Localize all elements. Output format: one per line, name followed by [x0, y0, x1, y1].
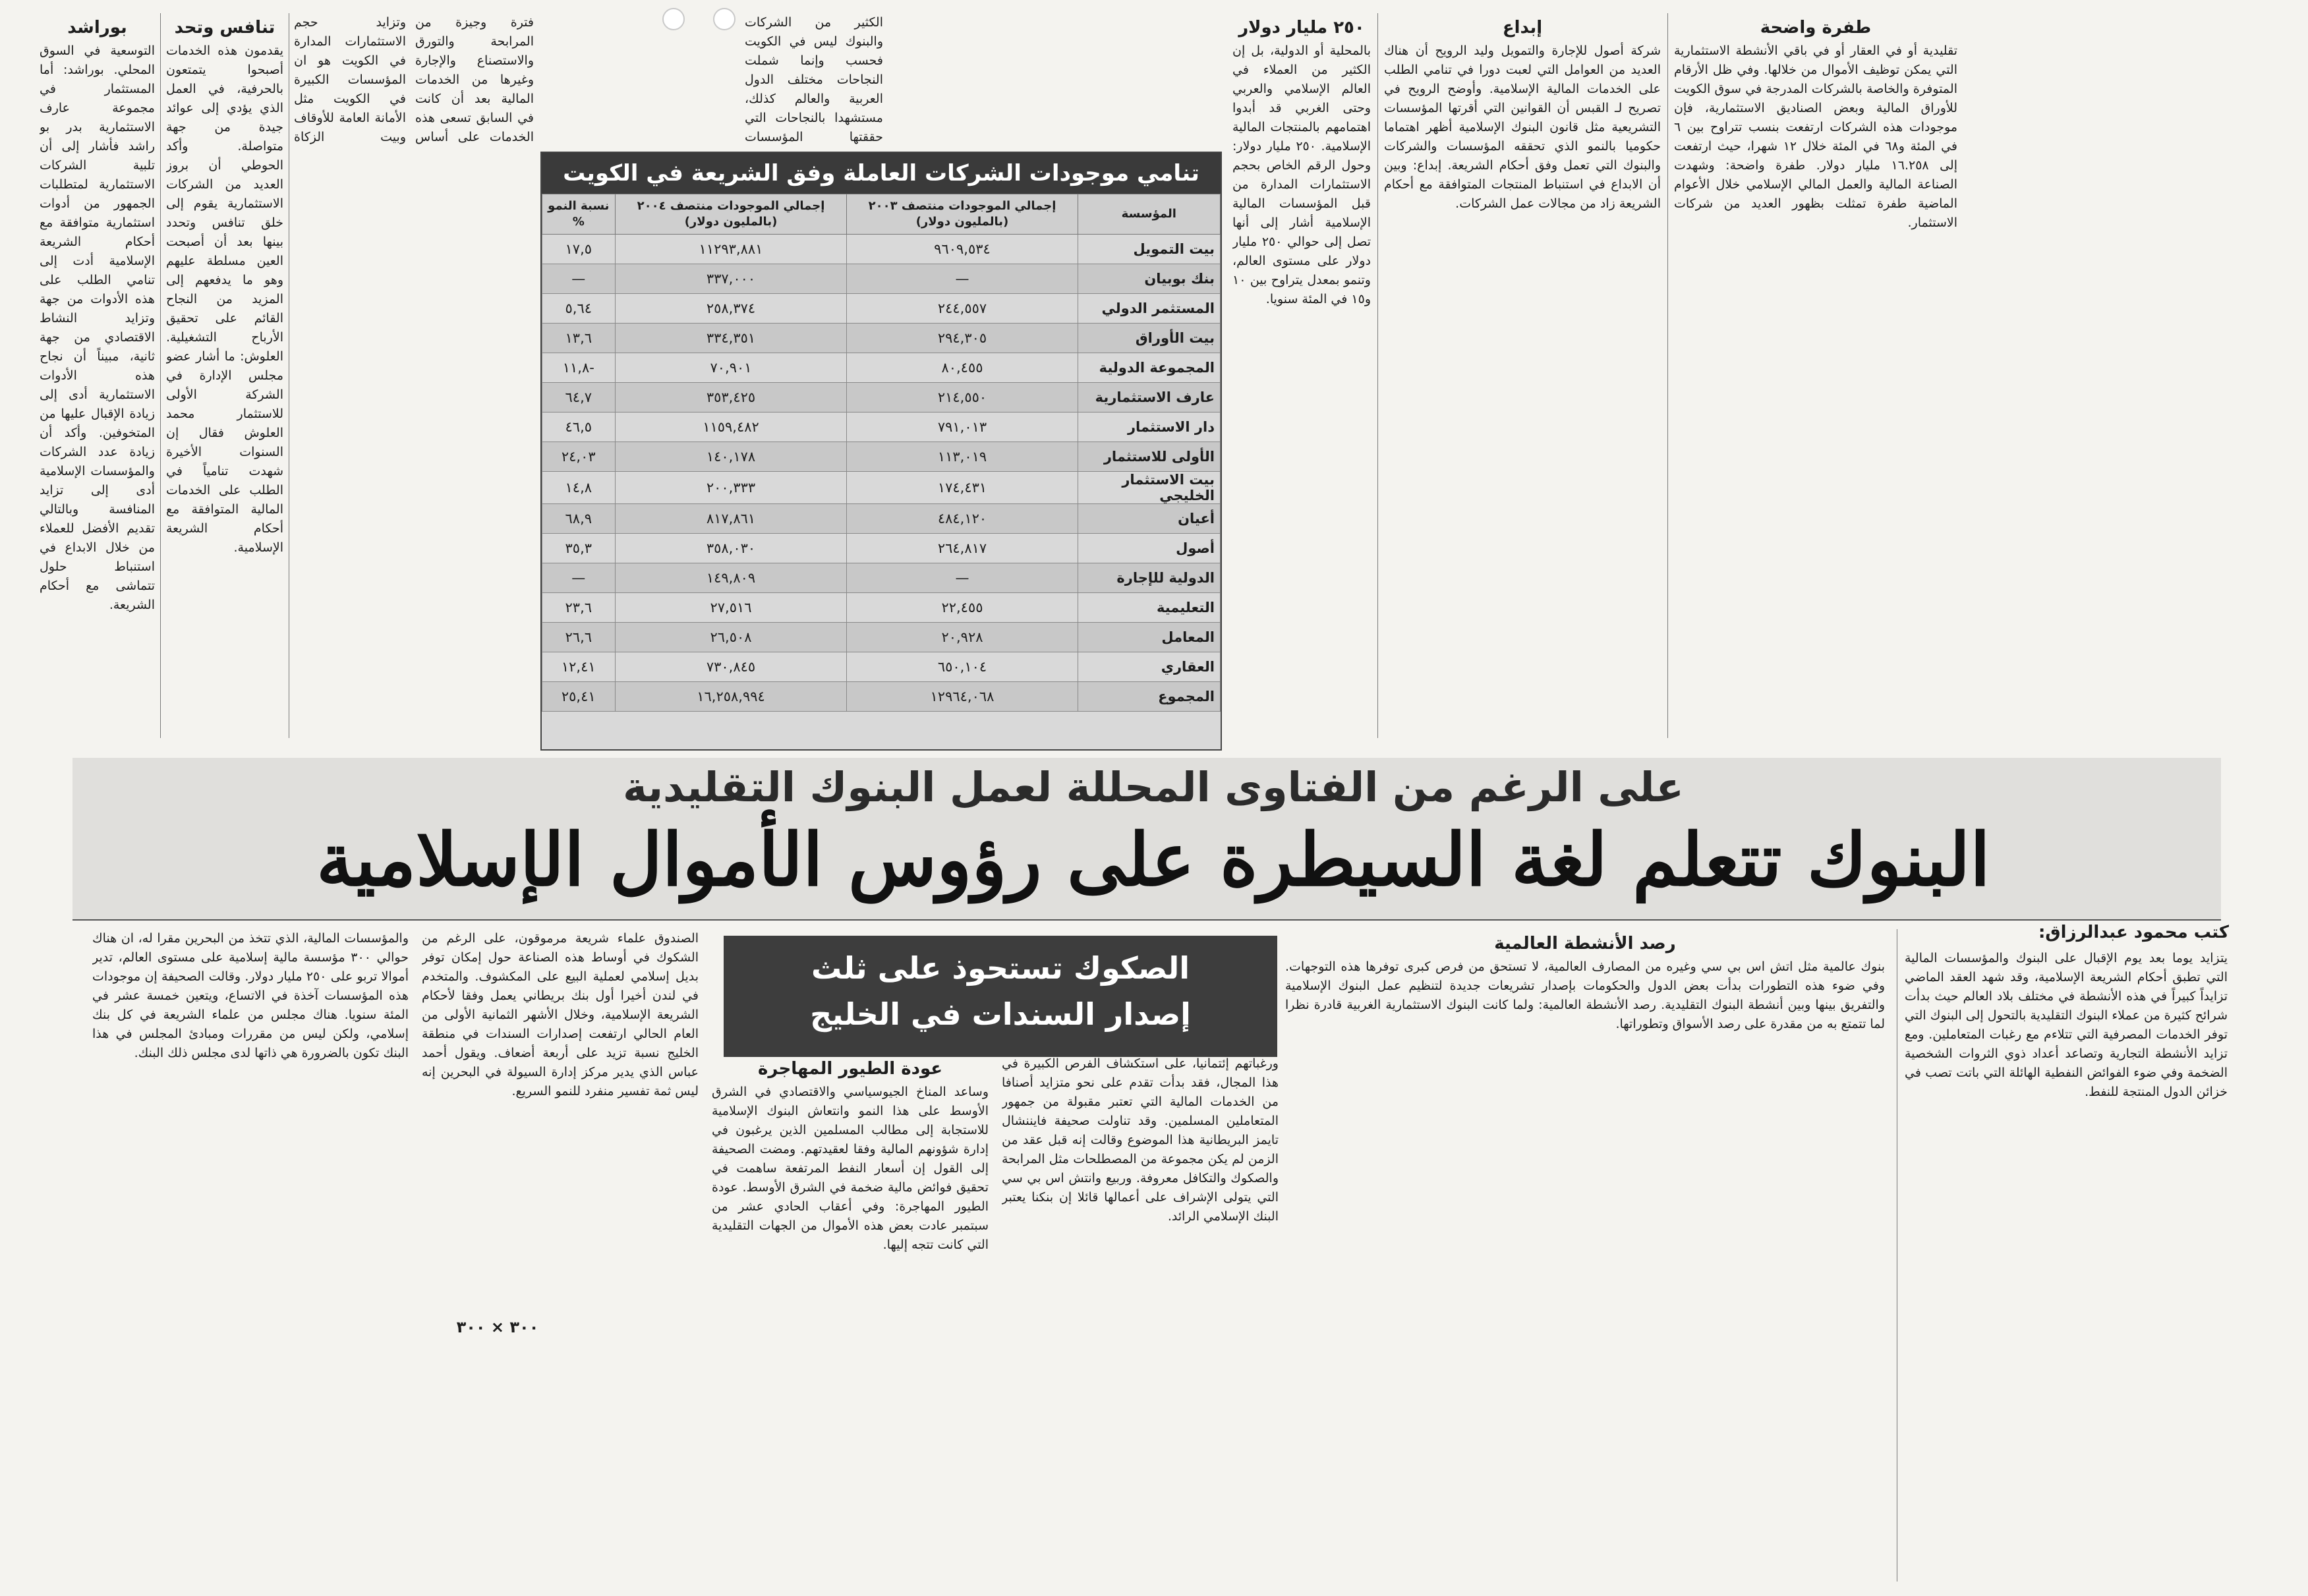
value-cell: ٢٤٤,٥٥٧ [847, 294, 1078, 324]
value-cell: ١١٣,٠١٩ [847, 442, 1078, 472]
table-row [542, 383, 1221, 413]
value-cell: — [542, 563, 616, 593]
company-name-cell: المعامل [1078, 623, 1220, 652]
column-text: بالمحلية أو الدولية، بل إن الكثير من العملاء في العالم الإسلامي والعربي وحتى الغربي قد أبدوا اهتمامهم بالمنتجات المالية الإسلامية. ٢٥٠ مليار دولار: وحول الرقم الخاص بحجم الاستثمارات المدارة من قبل المؤسسات المالية الإسلامية أشار إلى أنها تصل إلى حوالي ٢٥٠ مليار دولار على مستوى العالم، وتنمو بمعدل يتراوح بين ١٠ و١٥ في المئة سنويا. [1232, 43, 1371, 306]
value-cell: ١٧,٥ [542, 235, 616, 264]
article-column [1384, 13, 1661, 738]
value-cell: ٤٨٤,١٢٠ [847, 504, 1078, 534]
column-rule [160, 13, 161, 738]
company-name-cell: عارف الاستثمارية [1078, 383, 1220, 413]
value-cell: ١٢٩٦٤,٠٦٨ [847, 682, 1078, 712]
column-header: إجمالي الموجودات منتصف ٢٠٠٤ (بالمليون دولار) [615, 194, 847, 235]
assets-table [540, 152, 1222, 751]
value-cell: — [847, 563, 1078, 593]
value-cell: ٦٤,٧ [542, 383, 616, 413]
table-title: تنامي موجودات الشركات العاملة وفق الشريعة في الكويت [542, 153, 1221, 194]
company-name-cell: الدولية للإجارة [1078, 563, 1220, 593]
value-cell: ٦٥٠,١٠٤ [847, 652, 1078, 682]
table-row [542, 682, 1221, 712]
value-cell: ٦٨,٩ [542, 504, 616, 534]
company-name-cell: المستثمر الدولي [1078, 294, 1220, 324]
value-cell: ٨١٧,٨٦١ [615, 504, 847, 534]
value-cell: ٥,٦٤ [542, 294, 616, 324]
value-cell: — [847, 264, 1078, 294]
company-name-cell: بيت التمويل [1078, 235, 1220, 264]
column-rule [1377, 13, 1378, 738]
value-cell: ١٢,٤١ [542, 652, 616, 682]
table-row [542, 235, 1221, 264]
table-row [542, 472, 1221, 504]
value-cell: ٢٦,٥٠٨ [615, 623, 847, 652]
value-cell: ١١٥٩,٤٨٢ [615, 413, 847, 442]
article-column [422, 929, 699, 1311]
table-row [542, 324, 1221, 353]
company-name-cell: المجموعة الدولية [1078, 353, 1220, 383]
column-text: فترة وجيزة من المرابحة والتورق والاستصناع والإجارة وغيرها من الخدمات المالية بعد أن كانت في السابق تسعى هذه الخدمات على أساس [415, 15, 534, 144]
company-name-cell: دار الاستثمار [1078, 413, 1220, 442]
table-row [542, 563, 1221, 593]
company-name-cell: بيت الأوراق [1078, 324, 1220, 353]
value-cell: ٢٠,٩٢٨ [847, 623, 1078, 652]
company-name-cell: أعيان [1078, 504, 1220, 534]
company-name-cell: الأولى للاستثمار [1078, 442, 1220, 472]
value-cell: ٣٥,٣ [542, 534, 616, 563]
value-cell: ٧٩١,٠١٣ [847, 413, 1078, 442]
value-cell: ٣٣٧,٠٠٠ [615, 264, 847, 294]
column-text: وتزايد حجم الاستثمارات المدارة في الكويت هو ان المؤسسات الكبيرة في الكويت مثل الأمانة العامة للأوقاف وبيت الزكاة [294, 15, 406, 144]
value-cell: ٧٣٠,٨٤٥ [615, 652, 847, 682]
column-text: والمؤسسات المالية، الذي تتخذ من البحرين مقرا له، ان هناك حوالي ٣٠٠ مؤسسة مالية إسلامية على مستوى العالم، تدير أموالا تربو على ٢٥٠ مليار دولار. وقالت الصحيفة إن موجودات هذه المؤسسات آخذة في الاتساع، ويتعين خمسة عشر في المئة سنويا. هناك مجلس من علماء الشريعة في كل بنك إسلامي، ولكن ليس من مقررات ومبادئ المجلس في هذا البنك تكون بالضرورة هي ذاتها لدى مجلس ذلك البنك. [92, 931, 409, 1060]
table-row [542, 264, 1221, 294]
value-cell: ١٤٩,٨٠٩ [615, 563, 847, 593]
column-header: إجمالي الموجودات منتصف ٢٠٠٣ (بالمليون دولار) [847, 194, 1078, 235]
value-cell: ١٦,٢٥٨,٩٩٤ [615, 682, 847, 712]
table-body [542, 235, 1221, 712]
article-column [745, 13, 883, 145]
company-name-cell: العقاري [1078, 652, 1220, 682]
article-column [1905, 949, 2228, 1582]
value-cell: ٨٠,٤٥٥ [847, 353, 1078, 383]
column-text: وساعد المناخ الجيوسياسي والاقتصادي في الشرق الأوسط على هذا النمو وانتعاش البنوك الإسلامية للاستجابة إلى مطالب المسلمين الذين يرغبون في إدارة شؤونهم المالية وفقا لعقيدتهم. ومضت الصحيفة إلى القول إن أسعار النفط المرتفعة ساهمت في تحقيق فوائض مالية ضخمة في الشرق الأوسط. عودة الطيور المهاجرة: وفي أعقاب الحادي عشر من سبتمبر عادت بعض هذه الأموال من الجهات التقليدية التي كانت تتجه إليها. [712, 1085, 989, 1252]
table-row [542, 623, 1221, 652]
value-cell: ١٧٤,٤٣١ [847, 472, 1078, 504]
table-row [542, 442, 1221, 472]
value-cell: ٢٠٠,٣٣٣ [615, 472, 847, 504]
value-cell: ٩٦٠٩,٥٣٤ [847, 235, 1078, 264]
column-text: يتزايد يوما بعد يوم الإقبال على البنوك والمؤسسات المالية التي تطبق أحكام الشريعة الإسلامية، وقد شهد العقد الماضي تزايداً كبيراً في هذه الأنشطة في مختلف بلاد العالم حيث بدأت شرائح كثيرة من عملاء البنوك التقليدية بالتحول إلى البنوك التي توفر الخدمات المصرفية التي تتلاءم مع رغبات المتعاملين. ومع تزايد الأنشطة التجارية وتصاعد أعداد ذوي الثروات الشخصية الضخمة وفي ضوء الفوائض النفطية الهائلة التي باتت تصب في خزائن الدول المنتجة للنفط. [1905, 951, 2228, 1099]
assets-data-table [542, 194, 1221, 712]
value-cell: — [542, 264, 616, 294]
subheadline-box [724, 936, 1277, 1057]
article-byline: كتب محمود عبدالرزاق: [2038, 923, 2229, 942]
table-row [542, 353, 1221, 383]
column-text: شركة أصول للإجارة والتمويل وليد الرويح أن هناك العديد من العوامل التي لعبت دورا في تنامي الطلب على الخدمات المالية الإسلامية. وأوضح الرويح في تصريح لـ القبس أن القوانين التي أقرتها المؤسسات التشريعية مثل قانون البنوك الإسلامية أظهر اهتماما حكوميا بالنمو الذي تحققه المؤسسات والشركات والبنوك التي تعمل وفق أحكام الشريعة. إبداع: وبين أن الابداع في استنباط المنتجات المتوافقة مع أحكام الشريعة زاد من مجالات عمل الشركات. [1384, 43, 1661, 211]
value-cell: ٣٥٨,٠٣٠ [615, 534, 847, 563]
value-cell: ٢٦,٦ [542, 623, 616, 652]
value-cell: ٢٢,٤٥٥ [847, 593, 1078, 623]
subheadline-line: إصدار السندات في الخليج [810, 996, 1191, 1032]
table-row [542, 593, 1221, 623]
column-subheading: طفرة واضحة [1760, 18, 1872, 38]
company-name-cell: المجموع [1078, 682, 1220, 712]
company-name-cell: أصول [1078, 534, 1220, 563]
table-row [542, 652, 1221, 682]
value-cell: ٢٩٤,٣٠٥ [847, 324, 1078, 353]
value-cell: ٢١٤,٥٥٠ [847, 383, 1078, 413]
column-subheading: تنافس وتحد [174, 18, 275, 38]
headline-kicker: على الرغم من الفتاوى المحللة لعمل البنوك التقليدية [623, 763, 1684, 811]
value-cell: ١١٢٩٣,٨٨١ [615, 235, 847, 264]
column-header: نسبة النمو % [542, 194, 616, 235]
inline-figure-label: ٣٠٠ × ٣٠٠ [456, 1318, 539, 1336]
article-column [1232, 13, 1371, 738]
article-column [40, 13, 155, 738]
subheadline-line: الصكوك تستحوذ على ثلث [811, 950, 1190, 986]
article-column [415, 13, 534, 145]
article-column [1285, 929, 1885, 1582]
column-header: المؤسسة [1078, 194, 1220, 235]
company-name-cell: بنك بوبيان [1078, 264, 1220, 294]
value-cell: ٣٣٤,٣٥١ [615, 324, 847, 353]
value-cell: ٤٦,٥ [542, 413, 616, 442]
article-column [712, 1054, 989, 1582]
column-subheading: عودة الطيور المهاجرة [757, 1059, 943, 1079]
article-column [166, 13, 283, 738]
value-cell: ٧٠,٩٠١ [615, 353, 847, 383]
value-cell: ٢٥,٤١ [542, 682, 616, 712]
punch-hole [713, 8, 736, 30]
value-cell: ١٤,٨ [542, 472, 616, 504]
column-text: يقدمون هذه الخدمات أصبحوا يتمتعون بالحرفية، في العمل الذي يؤدي إلى عوائد جيدة من جهة متواصلة. وأكد الحوطي أن بروز العديد من الشركات الاستثمارية يقوم إلى خلق تنافس وتحدد بينها بعد أن أصبحت العين مسلطة عليهم وهو ما يدفعهم إلى المزيد من النجاح القائم على تحقيق الأرباح التشغيلية. العلوش: ما أشار عضو مجلس الإدارة في الشركة الأولى للاستثمار محمد العلوش فقال إن السنوات الأخيرة شهدت تنامياً في الطلب على الخدمات المالية المتوافقة مع أحكام الشريعة الإسلامية. [166, 43, 283, 555]
column-text: الكثير من الشركات والبنوك ليس في الكويت فحسب وإنما شملت النجاحات مختلف الدول العربية والعالم كذلك، مستشهدا بالنجاحات التي حققتها المؤسسات [745, 15, 883, 144]
value-cell: ٢٦٤,٨١٧ [847, 534, 1078, 563]
table-row [542, 413, 1221, 442]
article-column [1674, 13, 1957, 738]
article-column [294, 13, 406, 145]
column-text: بنوك عالمية مثل اتش اس بي سي وغيره من المصارف العالمية، لا تستحق من فرص كبرى توفرها هذه التوجهات. وفي ضوء هذه التطورات بدأت بعض الدول والحكومات بإصدار تشريعات جديدة لتنظيم عمل البنوك الإسلامية والتفريق بينها وبين أنشطة البنوك التقليدية. رصد الأنشطة العالمية: ولما كانت البنوك الاستثمارية الغربية قادرة نظرا لما تتمتع به من مقدرة على رصد الأسواق وتطوراتها. [1285, 959, 1885, 1031]
table-row [542, 534, 1221, 563]
value-cell: ٢٤,٠٣ [542, 442, 616, 472]
article-column [1002, 1054, 1279, 1582]
punch-hole [662, 8, 685, 30]
column-text: ورغباتهم إئتمانيا، على استكشاف الفرص الكبيرة في هذا المجال، فقد بدأت تقدم على نحو متزايد أصنافا من الخدمات المالية التي تعتبر مقبولة من جمهور المتعاملين المسلمين. وقد تناولت صحيفة فايننشال تايمز البريطانية هذا الموضوع وقالت إنه قبل عقد من الزمن لم يكن مجموعة من المصطلحات مثل المرابحة والصكوك والتكافل معروفة. وربيع وانتش اس بي سي التي يتولى الإشراف على أعمالها قائلا إن بنكنا يعتبر البنك الإسلامي الرائد. [1002, 1056, 1279, 1224]
value-cell: ٢٥٨,٣٧٤ [615, 294, 847, 324]
column-text: تقليدية أو في العقار أو في باقي الأنشطة الاستثمارية التي يمكن توظيف الأموال من خلالها. وفي ظل الأرقام المتوفرة والخاصة بالشركات المدرجة في سوق الكويت للأوراق المالية وبعض الصناديق الاستثمارية، فإن موجودات هذه الشركات ارتفعت بنسب تتراوح بين ٦ في المئة و٦٨ في المئة خلال ١٢ شهرا، حيث ارتفعت إلى ١٦.٢٥٨ مليار دولار. طفرة واضحة: وشهدت الصناعة المالية والعمل المالي الإسلامي خلال الأعوام الماضية طفرة تمثلت بظهور العديد من شركات الاستثمار. [1674, 43, 1957, 230]
column-text: التوسعية في السوق المحلي. بوراشد: أما المستثمار في مجموعة عارف الاستثمارية بدر بو راشد فأشار إلى أن تلبية الشركات الاستثمارية لمتطلبات الجمهور من أدوات استثمارية متوافقة مع أحكام الشريعة الإسلامية أدت إلى تنامي الطلب على هذه الأدوات من جهة وتزايد النشاط الاقتصادي من جهة ثانية، مبيناً أن نجاح هذه الأدوات الاستثمارية أدى إلى زيادة الإقبال عليها من المتخوفين. وأكد أن زيادة عدد الشركات والمؤسسات الإسلامية أدى إلى تزايد المنافسة وبالتالي تقديم الأفضل للعملاء من خلال الابداع في استنباط حلول تتماشى مع أحكام الشريعة. [40, 43, 155, 612]
article-column [92, 929, 409, 1582]
value-cell: ٢٧,٥١٦ [615, 593, 847, 623]
company-name-cell: بيت الاستثمار الخليجي [1078, 472, 1220, 504]
column-subheading: بوراشد [67, 18, 127, 38]
headline-title: البنوك تتعلم لغة السيطرة على رؤوس الأموال الإسلامية [316, 817, 1990, 902]
value-cell: ٣٥٣,٤٢٥ [615, 383, 847, 413]
column-subheading: رصد الأنشطة العالمية [1494, 934, 1676, 954]
headline-rule [72, 919, 2221, 921]
table-row [542, 294, 1221, 324]
column-text: الصندوق علماء شريعة مرموقون، على الرغم من الشكوك في أوساط هذه الصناعة حول إمكان توفر بديل إسلامي لعملية البيع على المكشوف. والمتخدم في لندن أخيرا أول بنك بريطاني يعمل وفقا لأحكام الشريعة الإسلامية، وخلال الأشهر الثمانية الأولى من العام الحالي ارتفعت إصدارات السندات في منطقة الخليج نسبة تزيد على أربعة أضعاف. ويقول أحمد عباس الذي يدير مركز إدارة السيولة في البحرين إنه ليس ثمة تفسير منفرد للنمو السريع. [422, 931, 699, 1098]
table-row [542, 504, 1221, 534]
value-cell: ١٣,٦ [542, 324, 616, 353]
column-rule [1667, 13, 1668, 738]
company-name-cell: التعليمية [1078, 593, 1220, 623]
value-cell: ١٤٠,١٧٨ [615, 442, 847, 472]
value-cell: -١١,٨ [542, 353, 616, 383]
column-subheading: ٢٥٠ مليار دولار [1238, 18, 1365, 38]
value-cell: ٢٣,٦ [542, 593, 616, 623]
column-subheading: إبداع [1502, 18, 1543, 38]
